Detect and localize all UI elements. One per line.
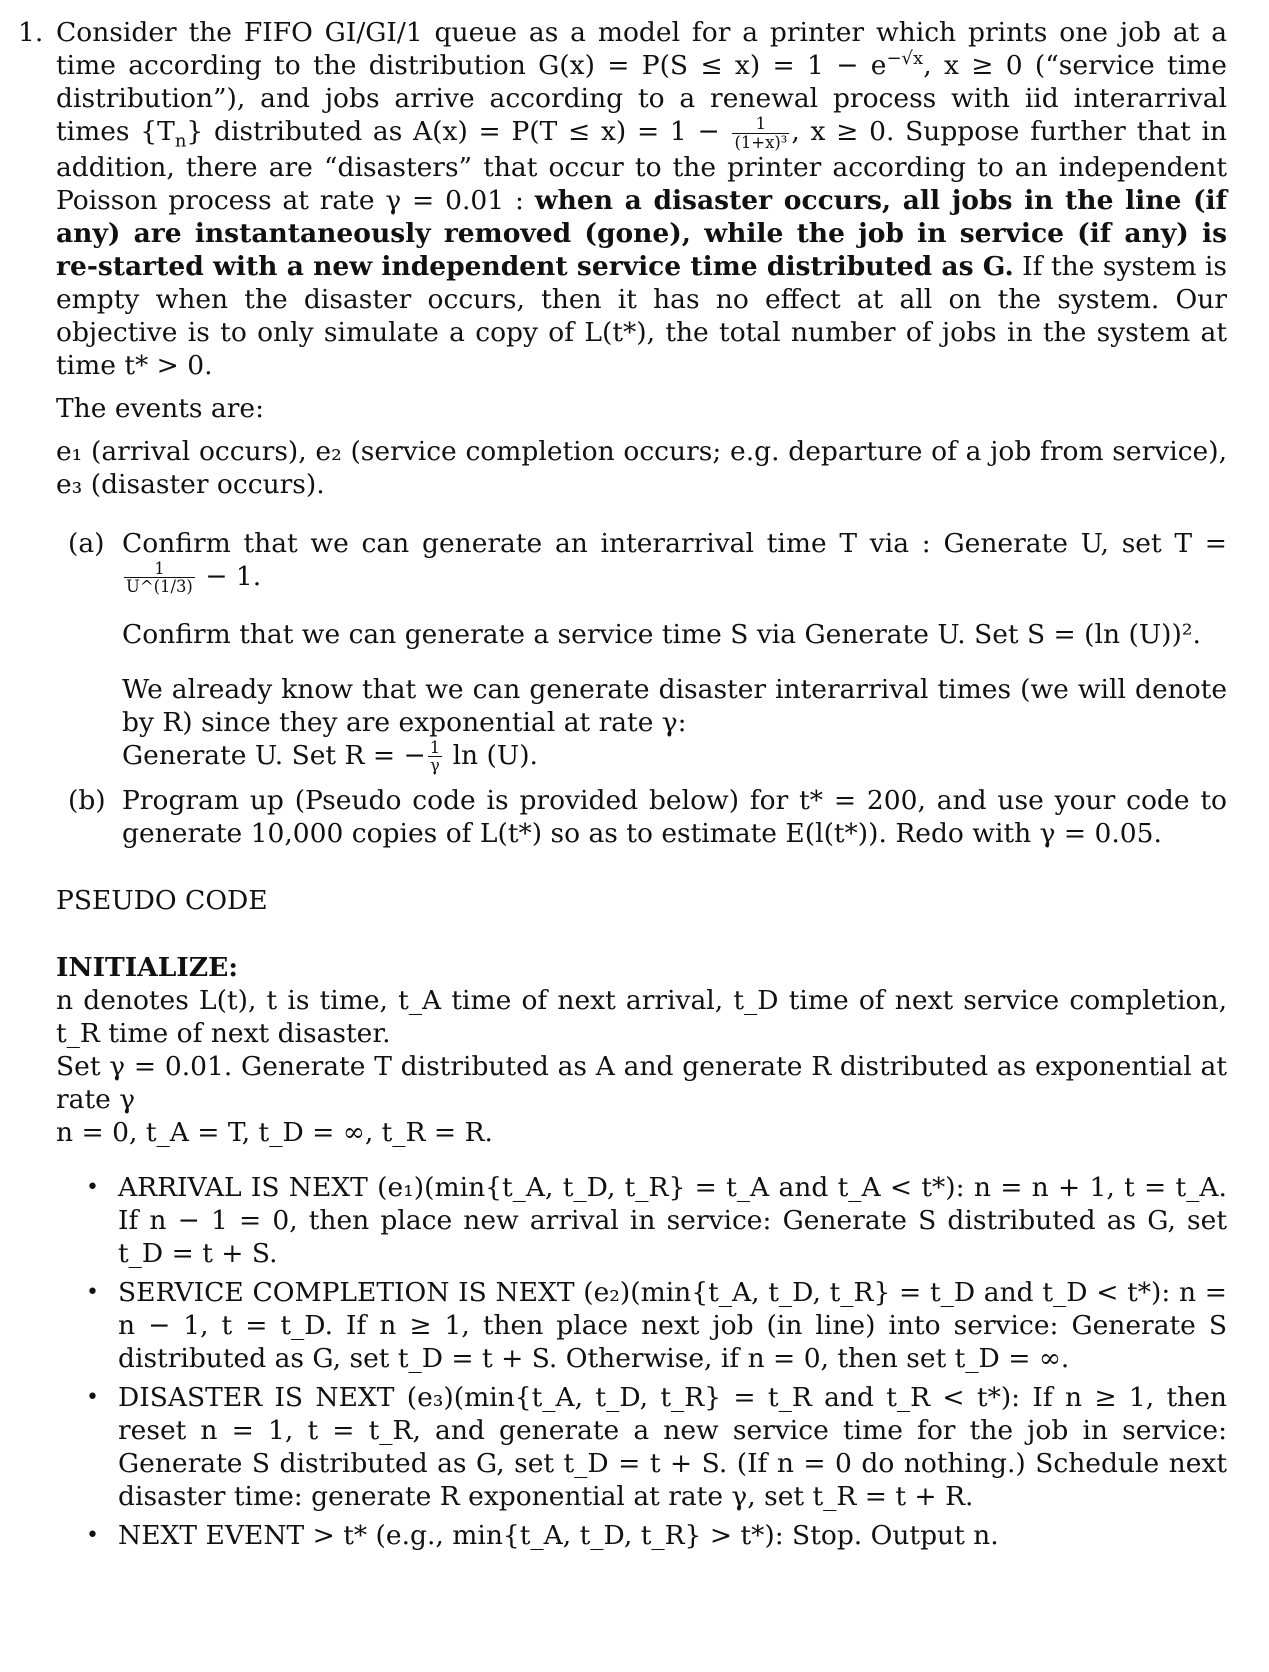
interarrival-fraction bbox=[732, 115, 789, 151]
part-a-text-4b: ln (U). bbox=[444, 739, 538, 771]
part-a-para-1 bbox=[122, 527, 1227, 596]
pseudo-code-title: PSEUDO CODE bbox=[56, 885, 268, 917]
part-a-body bbox=[122, 527, 1227, 775]
bullet-icon: • bbox=[86, 1385, 99, 1411]
part-a-text-1a: Confirm that we can generate an interarrival time T via : Generate U, set T = bbox=[122, 527, 1227, 559]
bullet-icon: • bbox=[86, 1175, 99, 1201]
part-a-para-3: We already know that we can generate disaster interarrival times (we will denote by R) since they are exponential at rate γ: bbox=[122, 673, 1227, 738]
part-a-text-4a: Generate U. Set R = − bbox=[122, 739, 426, 771]
initialize-text-1: n denotes L(t), t is time, t_A time of next arrival, t_D time of next service completion, t_R time of next disaster. bbox=[56, 985, 1227, 1050]
intro-text-4: , x ≥ 0. Suppose further that in addition, there are “disasters” that occur to the printer according to an independent Poisson process at rate γ = 0.01 : bbox=[56, 116, 1228, 216]
bullet-icon: • bbox=[86, 1523, 99, 1549]
fraction-numerator: 1 bbox=[732, 115, 789, 133]
list-item bbox=[86, 1381, 1227, 1513]
initialize-text-3: n = 0, t_A = T, t_D = ∞, t_R = R. bbox=[56, 1117, 493, 1149]
problem-body bbox=[56, 16, 1227, 1558]
part-b bbox=[68, 784, 1227, 850]
events-text: e₁ (arrival occurs), e₂ (service completion occurs; e.g. departure of a job from service), e₃ (disaster occurs). bbox=[56, 435, 1227, 500]
part-a-fraction-2-num: 1 bbox=[429, 737, 441, 757]
part-a-para-2: Confirm that we can generate a service time S via Generate U. Set S = (ln (U))². bbox=[122, 618, 1201, 650]
intro-exponent: −√x bbox=[886, 48, 924, 70]
problem-number: 1. bbox=[18, 17, 44, 48]
part-b-text: Program up (Pseudo code is provided below) for t* = 200, and use your code to generate 10,000 copies of L(t*) so as to estimate E(l(t*)). Redo with γ = 0.05. bbox=[122, 785, 1227, 850]
part-a-fraction-1 bbox=[124, 560, 195, 596]
part-b-label: (b) bbox=[68, 785, 106, 817]
part-a-label: (a) bbox=[68, 527, 105, 559]
events-heading: The events are: bbox=[56, 392, 265, 424]
list-item bbox=[86, 1519, 1227, 1552]
part-a bbox=[68, 527, 1227, 775]
intro-bold-statement: when a disaster occurs, all jobs in the line (if any) are instantaneously removed (gone), while the job in service (if any) is re-started with a new independent service time distributed as G. bbox=[56, 184, 1228, 282]
sub-questions bbox=[68, 527, 1227, 851]
initialize-text-2: Set γ = 0.01. Generate T distributed as A and generate R distributed as exponential at rate γ bbox=[56, 1051, 1227, 1116]
intro-text-3: } distributed as A(x) = P(T ≤ x) = 1 − bbox=[186, 116, 731, 147]
intro-text-1: Consider the FIFO GI/GI/1 queue as a model for a printer which prints one job at a time according to the distribution G(x) = P(S ≤ x) = 1 − e bbox=[56, 17, 1227, 81]
event-list bbox=[56, 1171, 1227, 1552]
disaster-event-text: DISASTER IS NEXT (e₃)(min{t_A, t_D, t_R} = t_R and t_R < t*): If n ≥ 1, then reset n = 1, t = t_R, and generate a new service time for the job in service: Generate S distributed as G, set t_D = t + S. (If n = 0 do nothing.) Schedule next disaster time: generate R exponential at rate γ, set t_R = t + R. bbox=[118, 1382, 1227, 1513]
list-item bbox=[86, 1276, 1227, 1375]
part-a-fraction-1-den: U^(1/3) bbox=[126, 577, 193, 597]
intro-subscript: n bbox=[174, 130, 187, 152]
part-a-para-4 bbox=[122, 739, 1227, 775]
list-item bbox=[86, 1171, 1227, 1270]
part-a-fraction-2 bbox=[428, 739, 442, 775]
intro-text-2: , x ≥ 0 (“service time distribution”), and jobs arrive according to a renewal process with iid interarrival times {T bbox=[56, 50, 1227, 147]
initialize-heading: INITIALIZE: bbox=[56, 952, 239, 984]
intro-text-5: If the system is empty when the disaster occurs, then it has no effect at all on the system. Our objective is to only simulate a copy of L(t*), the total number of jobs in the system at time t* > 0. bbox=[56, 250, 1228, 381]
fraction-denominator: (1+x)³ bbox=[734, 132, 788, 152]
part-a-text-1b: − 1. bbox=[196, 560, 262, 592]
problem-1 bbox=[18, 16, 1227, 1558]
problem-intro bbox=[56, 16, 1227, 382]
bullet-icon: • bbox=[86, 1280, 99, 1306]
service-completion-event-text: SERVICE COMPLETION IS NEXT (e₂)(min{t_A, t_D, t_R} = t_D and t_D < t*): n = n − 1, t = t_D. If n ≥ 1, then place next job (in line) into service: Generate S distributed as G, set t_D = t + S. Otherwise, if n = 0, then set t_D = ∞. bbox=[118, 1277, 1227, 1375]
part-a-fraction-2-den: γ bbox=[430, 756, 440, 775]
next-event-text: NEXT EVENT > t* (e.g., min{t_A, t_D, t_R} > t*): Stop. Output n. bbox=[118, 1520, 999, 1552]
part-a-fraction-1-num: 1 bbox=[124, 560, 195, 578]
arrival-event-text: ARRIVAL IS NEXT (e₁)(min{t_A, t_D, t_R} = t_A and t_A < t*): n = n + 1, t = t_A. If n − 1 = 0, then place new arrival in service: Generate S distributed as G, set t_D = t + S. bbox=[118, 1172, 1227, 1270]
